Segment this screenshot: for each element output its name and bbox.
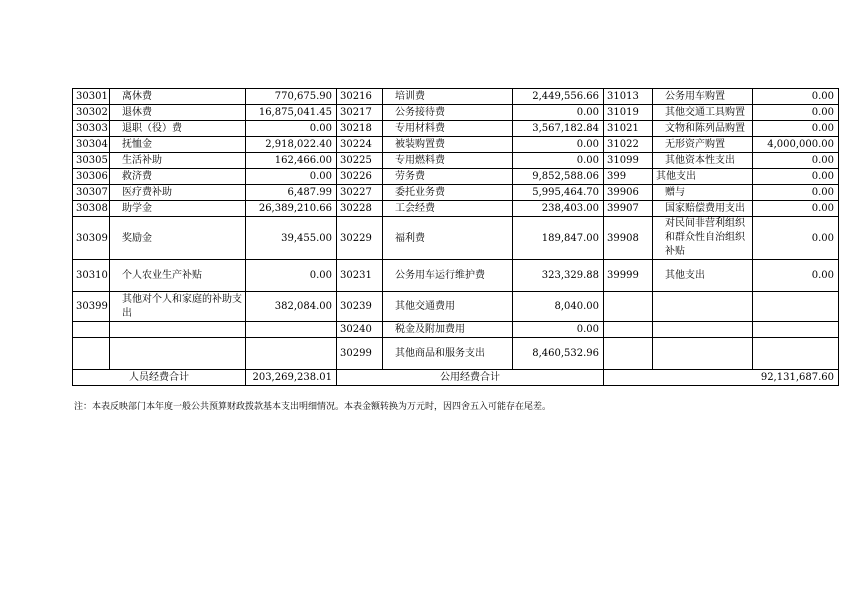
cell-amount [753,338,839,370]
cell-code: 399 [604,169,653,185]
expenditure-table-body [73,89,839,386]
cell-code: 31019 [604,105,653,121]
cell-code: 31099 [604,153,653,169]
table-row [73,338,839,370]
cell-amount: 8,460,532.96 [513,338,604,370]
cell-item [653,292,753,322]
cell-code [604,322,653,338]
cell-code: 30305 [73,153,110,169]
cell-item: 公务接待费 [383,105,513,121]
cell-code: 30303 [73,121,110,137]
cell-item: 其他资本性支出 [653,153,753,169]
cell-code: 31013 [604,89,653,105]
cell-code: 30226 [337,169,383,185]
cell-item: 国家赔偿费用支出 [653,201,753,217]
cell-code: 30227 [337,185,383,201]
cell-item: 专用燃料费 [383,153,513,169]
cell-code: 30218 [337,121,383,137]
cell-amount: 0.00 [513,137,604,153]
table-row [73,105,839,121]
cell-code: 30231 [337,260,383,292]
cell-item [110,322,246,338]
cell-item: 其他交通费用 [383,292,513,322]
table-row [73,201,839,217]
cell-amount: 16,875,041.45 [246,105,337,121]
cell-item [653,322,753,338]
cell-amount: 0.00 [513,322,604,338]
cell-amount: 3,567,182.84 [513,121,604,137]
cell-code: 31022 [604,137,653,153]
cell-amount: 6,487.99 [246,185,337,201]
cell-item: 文物和陈列品购置 [653,121,753,137]
table-row [73,322,839,338]
public-total-value: 92,131,687.60 [604,370,839,386]
cell-code: 30229 [337,217,383,260]
cell-amount: 0.00 [246,169,337,185]
cell-item: 救济费 [110,169,246,185]
table-row [73,217,839,260]
cell-item: 其他支出 [653,169,753,185]
cell-code: 30228 [337,201,383,217]
cell-amount: 4,000,000.00 [753,137,839,153]
cell-amount: 2,449,556.66 [513,89,604,105]
cell-item: 离休费 [110,89,246,105]
cell-amount: 238,403.00 [513,201,604,217]
cell-code: 39999 [604,260,653,292]
cell-amount: 0.00 [246,260,337,292]
cell-code [73,338,110,370]
cell-amount: 0.00 [753,201,839,217]
cell-amount: 8,040.00 [513,292,604,322]
cell-code: 30307 [73,185,110,201]
cell-item: 其他商品和服务支出 [383,338,513,370]
cell-amount: 0.00 [753,153,839,169]
cell-code: 30240 [337,322,383,338]
cell-item: 其他对个人和家庭的补助支出 [110,292,246,322]
table-row [73,185,839,201]
cell-item: 个人农业生产补贴 [110,260,246,292]
cell-amount: 2,918,022.40 [246,137,337,153]
cell-item: 退职（役）费 [110,121,246,137]
cell-item [653,338,753,370]
cell-code: 30306 [73,169,110,185]
cell-amount: 39,455.00 [246,217,337,260]
cell-amount: 0.00 [753,105,839,121]
cell-item: 福利费 [383,217,513,260]
cell-item: 公务用车运行维护费 [383,260,513,292]
cell-item: 无形资产购置 [653,137,753,153]
cell-item: 委托业务费 [383,185,513,201]
cell-item: 其他支出 [653,260,753,292]
table-row [73,89,839,105]
cell-code: 39908 [604,217,653,260]
cell-item: 助学金 [110,201,246,217]
cell-code [604,292,653,322]
cell-code: 30308 [73,201,110,217]
cell-amount: 0.00 [753,169,839,185]
cell-code: 30310 [73,260,110,292]
cell-item: 工会经费 [383,201,513,217]
cell-item: 其他交通工具购置 [653,105,753,121]
cell-item: 赠与 [653,185,753,201]
cell-item: 被装购置费 [383,137,513,153]
cell-amount: 9,852,588.06 [513,169,604,185]
cell-amount: 0.00 [513,105,604,121]
table-row [73,137,839,153]
cell-amount: 0.00 [513,153,604,169]
cell-item: 公务用车购置 [653,89,753,105]
cell-amount: 26,389,210.66 [246,201,337,217]
cell-item: 抚恤金 [110,137,246,153]
cell-item: 医疗费补助 [110,185,246,201]
cell-code: 39906 [604,185,653,201]
cell-code: 30302 [73,105,110,121]
cell-amount: 0.00 [753,185,839,201]
cell-code: 30224 [337,137,383,153]
cell-amount [246,338,337,370]
cell-item [110,338,246,370]
cell-code: 30216 [337,89,383,105]
table-row [73,260,839,292]
table-row [73,292,839,322]
cell-code [73,322,110,338]
cell-amount [246,322,337,338]
table-row [73,153,839,169]
cell-code: 30399 [73,292,110,322]
table-row [73,121,839,137]
table-row [73,169,839,185]
cell-item: 税金及附加费用 [383,322,513,338]
cell-item: 专用材料费 [383,121,513,137]
cell-code: 39907 [604,201,653,217]
cell-item: 劳务费 [383,169,513,185]
cell-amount: 189,847.00 [513,217,604,260]
cell-amount: 770,675.90 [246,89,337,105]
cell-code: 30299 [337,338,383,370]
cell-code: 31021 [604,121,653,137]
cell-item: 培训费 [383,89,513,105]
expenditure-table [72,88,839,386]
cell-amount: 0.00 [753,260,839,292]
cell-amount [753,292,839,322]
cell-amount: 0.00 [753,89,839,105]
cell-amount: 162,466.00 [246,153,337,169]
public-total-label: 公用经费合计 [337,370,604,386]
cell-code: 30301 [73,89,110,105]
personnel-total-value: 203,269,238.01 [246,370,337,386]
cell-item: 奖励金 [110,217,246,260]
cell-item: 生活补助 [110,153,246,169]
personnel-total-label: 人员经费合计 [73,370,246,386]
cell-amount: 0.00 [246,121,337,137]
cell-amount [753,322,839,338]
expenditure-detail-document [72,88,834,386]
cell-code: 30304 [73,137,110,153]
totals-row [73,370,839,386]
cell-amount: 0.00 [753,121,839,137]
cell-item: 对民间非营利组织和群众性自治组织补贴 [653,217,753,260]
cell-item: 退休费 [110,105,246,121]
cell-code: 30239 [337,292,383,322]
cell-amount: 323,329.88 [513,260,604,292]
footnote: 注：本表反映部门本年度一般公共预算财政拨款基本支出明细情况。本表金额转换为万元时，因四舍五入可能存在尾差。 [74,402,552,412]
cell-code [604,338,653,370]
cell-code: 30309 [73,217,110,260]
cell-amount: 0.00 [753,217,839,260]
cell-amount: 382,084.00 [246,292,337,322]
cell-code: 30225 [337,153,383,169]
cell-amount: 5,995,464.70 [513,185,604,201]
cell-code: 30217 [337,105,383,121]
